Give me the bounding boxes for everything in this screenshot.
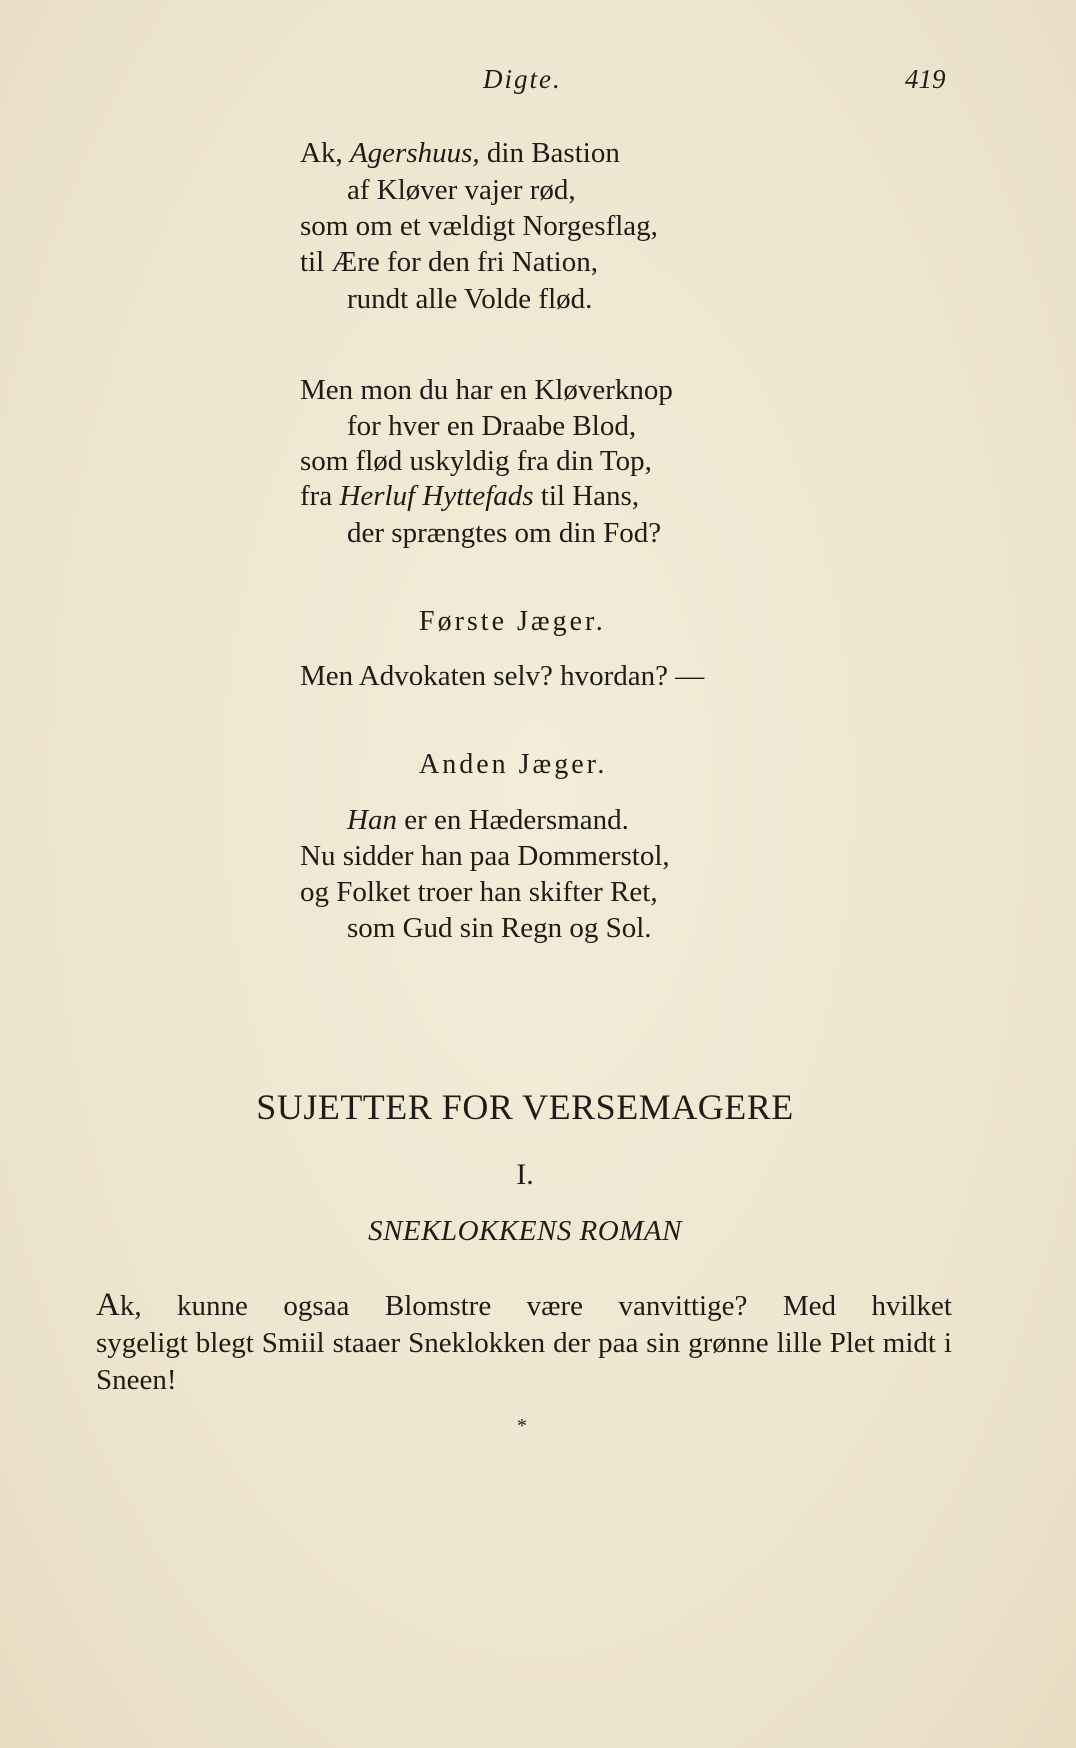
section-subtitle: SNEKLOKKENS ROMAN xyxy=(368,1215,682,1247)
speaker-second-hunter: Anden Jæger. xyxy=(419,749,608,780)
prose-paragraph xyxy=(96,1287,952,1399)
stanza2-line2: for hver en Draabe Blod, xyxy=(347,410,637,442)
running-header-title: Digte. xyxy=(483,64,562,94)
speech2-line3: og Folket troer han skifter Ret, xyxy=(300,876,658,908)
speech2-line2: Nu sidder han paa Dommerstol, xyxy=(300,840,670,872)
prose-first-line xyxy=(96,1287,952,1325)
stanza1-line1-post: din Bastion xyxy=(479,137,620,169)
stanza1-line5: rundt alle Volde flød. xyxy=(347,283,593,315)
stanza2-line3: som flød uskyldig fra din Top, xyxy=(300,445,652,477)
stanza2-line1: Men mon du har en Kløverknop xyxy=(300,374,673,406)
speech2-line1-post: er en Hædersmand. xyxy=(396,804,629,836)
prose-rest: sygeligt blegt Smiil staaer Sneklokken der paa sin grønne lille Plet midt i Sneen! xyxy=(96,1327,952,1396)
speech-first-hunter: Men Advokaten selv? hvordan? — xyxy=(300,660,705,692)
speaker-first-hunter: Første Jæger. xyxy=(419,606,606,637)
stanza2-line4-pre: fra xyxy=(300,480,340,512)
stanza1-line3: som om et vældigt Norgesflag, xyxy=(300,210,658,242)
stanza2-line5: der sprængtes om din Fod? xyxy=(347,517,662,549)
stanza2-line4-post: til Hans, xyxy=(533,480,640,512)
stanza1-line1 xyxy=(300,135,620,171)
speech2-line1-italic: Han xyxy=(347,804,397,836)
stanza2-line4-italic: Herluf Hyttefads xyxy=(339,480,534,512)
asterisk-ornament: * xyxy=(517,1415,527,1437)
stanza1-line4: til Ære for den fri Nation, xyxy=(300,246,598,278)
prose-initial-letter: A xyxy=(96,1287,120,1323)
prose-first-line-rest: k, kunne ogsaa Blomstre være vanvittige? Med hvilket xyxy=(119,1290,952,1322)
speech2-line1 xyxy=(347,802,629,838)
page-number: 419 xyxy=(905,64,946,94)
speech2-line4: som Gud sin Regn og Sol. xyxy=(347,912,652,944)
stanza2-line4 xyxy=(300,478,639,514)
stanza1-line1-pre: Ak, xyxy=(300,137,350,169)
stanza1-line1-italic: Agershuus, xyxy=(349,137,480,169)
section-numeral: I. xyxy=(516,1158,534,1191)
stanza1-line2: af Kløver vajer rød, xyxy=(347,174,576,206)
section-title: SUJETTER FOR VERSEMAGERE xyxy=(256,1087,794,1127)
